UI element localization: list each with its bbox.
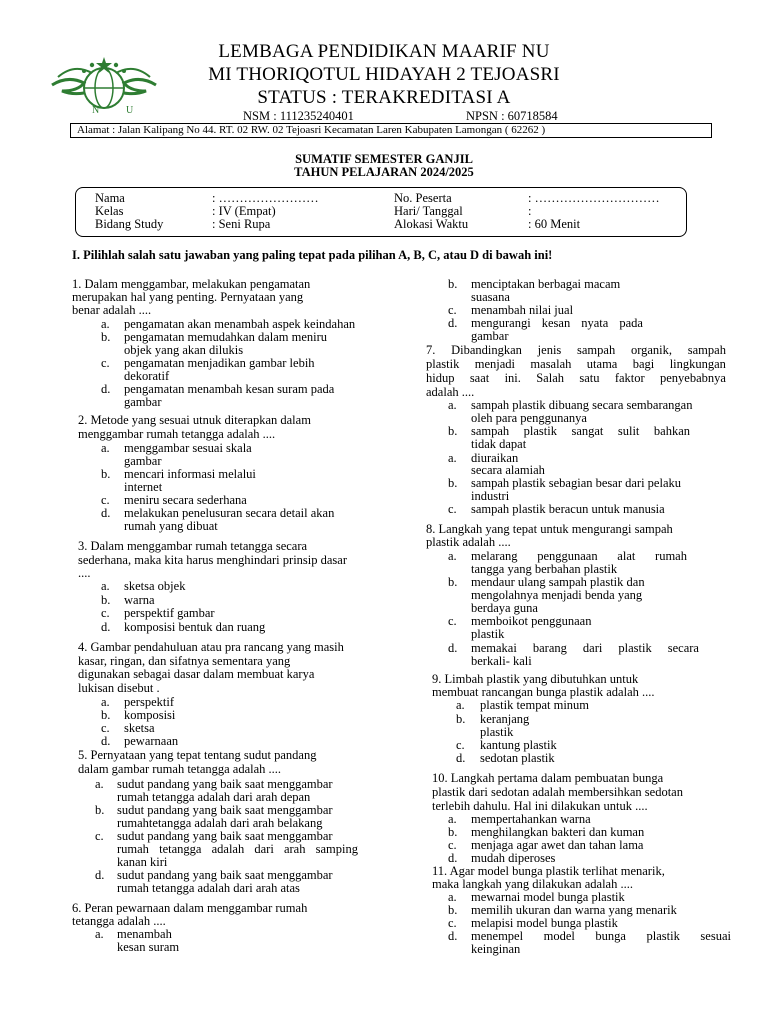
npsn-number: NPSN : 60718584 bbox=[466, 109, 558, 123]
option-text: sampah plastik dibuang secara sembarangan bbox=[471, 398, 693, 412]
option-text: berdaya guna bbox=[471, 601, 538, 615]
option-text: dekoratif bbox=[124, 369, 170, 383]
option-letter: c. bbox=[101, 606, 110, 620]
option-text-justified: sampah plastik sangat sulit bahkan bbox=[471, 424, 690, 438]
option-text: pengamatan akan menambah aspek keindahan bbox=[124, 317, 356, 331]
option-letter: a. bbox=[456, 698, 465, 712]
question-11-text: maka langkah yang dilakukan adalah .... bbox=[432, 877, 633, 891]
question-8-text: 8. Langkah yang tepat untuk mengurangi sampah bbox=[426, 522, 673, 536]
option-letter: a. bbox=[95, 777, 104, 791]
question-5-text: dalam gambar rumah tetangga adalah .... bbox=[78, 762, 282, 776]
option-letter: a. bbox=[101, 441, 110, 455]
bidang-label: Bidang Study bbox=[95, 217, 164, 231]
option-text: gambar bbox=[124, 395, 162, 409]
question-1-text: 1. Dalam menggambar, melakukan pengamatan bbox=[72, 277, 311, 291]
option-letter: b. bbox=[95, 803, 105, 817]
option-letter: a. bbox=[448, 890, 457, 904]
question-9-text: membuat rancangan bunga plastik adalah .... bbox=[432, 685, 655, 699]
option-text: pewarnaan bbox=[124, 734, 179, 748]
option-letter: c. bbox=[101, 356, 110, 370]
option-letter: c. bbox=[95, 829, 104, 843]
option-letter: b. bbox=[448, 575, 458, 589]
option-text: menciptakan berbagai macam bbox=[471, 277, 621, 291]
option-text: warna bbox=[124, 593, 155, 607]
option-text: meniru secara sederhana bbox=[124, 493, 247, 507]
option-letter: b. bbox=[448, 277, 458, 291]
question-7-text: plastik menjadi masalah utama bagi lingkungan bbox=[426, 357, 726, 371]
option-text: mudah diperoses bbox=[471, 851, 556, 865]
option-text: sampah plastik sebagian besar dari pelaku bbox=[471, 476, 681, 490]
option-text: rumah tetangga adalah dari arah atas bbox=[117, 881, 300, 895]
peserta-label: No. Peserta bbox=[394, 191, 452, 205]
nama-field[interactable]: : …………………… bbox=[212, 191, 319, 205]
option-letter: c. bbox=[448, 303, 457, 317]
question-2-text: menggambar rumah tetangga adalah .... bbox=[78, 427, 276, 441]
option-text: sudut pandang yang baik saat menggambar bbox=[117, 803, 333, 817]
nama-label: Nama bbox=[95, 191, 125, 205]
option-text: melakukan penelusuran secara detail akan bbox=[124, 506, 335, 520]
option-letter: d. bbox=[101, 506, 111, 520]
option-text: keinginan bbox=[471, 942, 521, 956]
option-text: berkali- kali bbox=[471, 654, 532, 668]
option-text-justified: memakai barang dari plastik secara bbox=[471, 641, 699, 655]
question-4-text: kasar, ringan, dan sifatnya sementara yang bbox=[78, 654, 291, 668]
option-letter: a. bbox=[95, 927, 104, 941]
option-letter: d. bbox=[101, 382, 111, 396]
school-address: Alamat : Jalan Kalipang No 44. RT. 02 RW. 02 Tejoasri Kecamatan Laren Kabupaten Lamongan ( 62262 ) bbox=[70, 123, 712, 138]
option-letter: c. bbox=[101, 721, 110, 735]
option-text: tangga yang berbahan plastik bbox=[471, 562, 618, 576]
question-6-text: 6. Peran pewarnaan dalam menggambar rumah bbox=[72, 901, 308, 915]
option-text: objek yang akan dilukis bbox=[124, 343, 244, 357]
option-text: komposisi bentuk dan ruang bbox=[124, 620, 266, 634]
waktu-label: Alokasi Waktu bbox=[394, 217, 469, 231]
exam-title: SUMATIF SEMESTER GANJIL bbox=[295, 152, 473, 166]
option-text: gambar bbox=[124, 454, 162, 468]
accreditation-status: STATUS : TERAKREDITASI A bbox=[257, 87, 511, 108]
option-letter: d. bbox=[101, 734, 111, 748]
option-letter: a. bbox=[448, 398, 457, 412]
option-letter: b. bbox=[101, 593, 111, 607]
question-7-text: 7. Dibandingkan jenis sampah organik, sampah bbox=[426, 343, 726, 357]
option-letter: b. bbox=[448, 424, 458, 438]
question-10-text: terlebih dahulu. Hal ini dilakukan untuk .... bbox=[432, 799, 648, 813]
school-name: MI THORIQOTUL HIDAYAH 2 TEJOASRI bbox=[208, 64, 560, 85]
exam-year: TAHUN PELAJARAN 2024/2025 bbox=[294, 165, 474, 179]
option-letter: d. bbox=[95, 868, 105, 882]
option-letter: d. bbox=[448, 929, 458, 943]
option-text: plastik tempat minum bbox=[480, 698, 590, 712]
question-11-text: 11. Agar model bunga plastik terlihat menarik, bbox=[432, 864, 665, 878]
option-text: pengamatan memudahkan dalam meniru bbox=[124, 330, 328, 344]
option-letter: b. bbox=[456, 712, 466, 726]
option-text: sedotan plastik bbox=[480, 751, 555, 765]
option-text: gambar bbox=[471, 329, 509, 343]
option-letter: d. bbox=[456, 751, 466, 765]
option-letter: c. bbox=[456, 738, 465, 752]
option-text: melapisi model bunga plastik bbox=[471, 916, 618, 930]
question-1-text: merupakan hal yang penting. Pernyataan yang bbox=[72, 290, 304, 304]
option-text: memboikot penggunaan bbox=[471, 614, 592, 628]
question-3-text: sederhana, maka kita harus menghindari prinsip dasar bbox=[78, 553, 348, 567]
kelas-value: : IV (Empat) bbox=[212, 204, 276, 218]
question-5-text: 5. Pernyataan yang tepat tentang sudut pandang bbox=[78, 748, 317, 762]
option-letter: b. bbox=[101, 467, 111, 481]
option-letter: a. bbox=[101, 695, 110, 709]
kelas-label: Kelas bbox=[95, 204, 124, 218]
option-text: menambah nilai jual bbox=[471, 303, 574, 317]
option-letter: d. bbox=[101, 620, 111, 634]
instruction: I. Pilihlah salah satu jawaban yang paling tepat pada pilihan A, B, C, atau D di bawah ini! bbox=[72, 248, 553, 262]
question-10-text: plastik dari sedotan adalah membersihkan sedotan bbox=[432, 785, 683, 799]
option-text: menggambar sesuai skala bbox=[124, 441, 252, 455]
option-text: tidak dapat bbox=[471, 437, 527, 451]
question-6-text: tetangga adalah .... bbox=[72, 914, 166, 928]
logo-letter-u: U bbox=[126, 105, 134, 116]
option-text: sudut pandang yang baik saat menggambar bbox=[117, 777, 333, 791]
option-text: kanan kiri bbox=[117, 855, 168, 869]
option-text: mencari informasi melalui bbox=[124, 467, 256, 481]
option-text: rumah tetangga adalah dari arah depan bbox=[117, 790, 311, 804]
option-text: suasana bbox=[471, 290, 510, 304]
option-text-justified: melarang penggunaan alat rumah bbox=[471, 549, 687, 563]
option-letter: c. bbox=[448, 502, 457, 516]
option-text: mempertahankan warna bbox=[471, 812, 591, 826]
option-letter: c. bbox=[101, 493, 110, 507]
option-text: kantung plastik bbox=[480, 738, 557, 752]
option-text: sampah plastik beracun untuk manusia bbox=[471, 502, 665, 516]
option-text: memilih ukuran dan warna yang menarik bbox=[471, 903, 677, 917]
option-letter: a. bbox=[448, 549, 457, 563]
option-text: internet bbox=[124, 480, 163, 494]
option-text: mendaur ulang sampah plastik dan bbox=[471, 575, 645, 589]
option-letter: b. bbox=[101, 330, 111, 344]
option-text: sketsa bbox=[124, 721, 155, 735]
option-letter: a. bbox=[101, 317, 110, 331]
question-7-text: adalah .... bbox=[426, 385, 475, 399]
option-letter: d. bbox=[448, 641, 458, 655]
option-text-justified: rumah tetangga adalah dari arah samping bbox=[117, 842, 358, 856]
option-text: menghilangkan bakteri dan kuman bbox=[471, 825, 645, 839]
option-letter: b. bbox=[448, 825, 458, 839]
question-3-text: 3. Dalam menggambar rumah tetangga secara bbox=[78, 539, 308, 553]
option-text: oleh para penggunanya bbox=[471, 411, 587, 425]
option-text: secara alamiah bbox=[471, 463, 545, 477]
question-7-text: hidup saat ini. Salah satu faktor penyebabnya bbox=[426, 371, 726, 385]
option-letter: b. bbox=[448, 476, 458, 490]
waktu-value: : 60 Menit bbox=[528, 217, 581, 231]
question-9-text: 9. Limbah plastik yang dibutuhkan untuk bbox=[432, 672, 639, 686]
option-text: industri bbox=[471, 489, 510, 503]
peserta-field[interactable]: : ………………………… bbox=[528, 191, 660, 205]
option-letter: d. bbox=[448, 851, 458, 865]
option-text: rumah yang dibuat bbox=[124, 519, 218, 533]
option-text: plastik bbox=[480, 725, 514, 739]
option-text: perspektif gambar bbox=[124, 606, 215, 620]
question-4-text: lukisan disebut . bbox=[78, 681, 160, 695]
option-letter: a. bbox=[448, 451, 457, 465]
option-text-justified: mengurangi kesan nyata pada bbox=[471, 316, 643, 330]
question-10-text: 10. Langkah pertama dalam pembuatan bunga bbox=[432, 771, 664, 785]
option-letter: c. bbox=[448, 838, 457, 852]
option-text: menambah bbox=[117, 927, 172, 941]
nsm-number: NSM : 111235240401 bbox=[243, 109, 354, 123]
option-letter: b. bbox=[101, 708, 111, 722]
option-letter: c. bbox=[448, 916, 457, 930]
question-4-text: digunakan sebagai dasar dalam membuat karya bbox=[78, 667, 315, 681]
option-text: sudut pandang yang baik saat menggambar bbox=[117, 829, 333, 843]
hari-field[interactable]: : bbox=[528, 204, 532, 218]
option-text: pengamatan menjadikan gambar lebih bbox=[124, 356, 315, 370]
option-letter: b. bbox=[448, 903, 458, 917]
option-text: komposisi bbox=[124, 708, 176, 722]
option-text: mewarnai model bunga plastik bbox=[471, 890, 625, 904]
option-text: perspektif bbox=[124, 695, 174, 709]
option-text: sudut pandang yang baik saat menggambar bbox=[117, 868, 333, 882]
logo-letter-n: N bbox=[92, 105, 100, 116]
institution-name: LEMBAGA PENDIDIKAN MAARIF NU bbox=[218, 41, 550, 62]
option-letter: c. bbox=[448, 614, 457, 628]
hari-label: Hari/ Tanggal bbox=[394, 204, 463, 218]
option-text: sketsa objek bbox=[124, 579, 186, 593]
option-letter: a. bbox=[448, 812, 457, 826]
question-3-text: .... bbox=[78, 566, 91, 580]
question-4-text: 4. Gambar pendahuluan atau pra rancang yang masih bbox=[78, 640, 344, 654]
option-letter: d. bbox=[448, 316, 458, 330]
bidang-value: : Seni Rupa bbox=[212, 217, 271, 231]
option-text: diuraikan bbox=[471, 451, 519, 465]
option-text: pengamatan menambah kesan suram pada bbox=[124, 382, 335, 396]
option-text-justified: menempel model bunga plastik sesuai bbox=[471, 929, 731, 943]
option-text: rumahtetangga adalah dari arah belakang bbox=[117, 816, 323, 830]
question-1-text: benar adalah .... bbox=[72, 303, 152, 317]
option-text: kesan suram bbox=[117, 940, 180, 954]
option-letter: a. bbox=[101, 579, 110, 593]
option-text: keranjang bbox=[480, 712, 530, 726]
question-2-text: 2. Metode yang sesuai utnuk diterapkan dalam bbox=[78, 413, 311, 427]
option-text: mengolahnya menjadi benda yang bbox=[471, 588, 643, 602]
question-8-text: plastik adalah .... bbox=[426, 535, 511, 549]
option-text: plastik bbox=[471, 627, 505, 641]
option-text: menjaga agar awet dan tahan lama bbox=[471, 838, 644, 852]
